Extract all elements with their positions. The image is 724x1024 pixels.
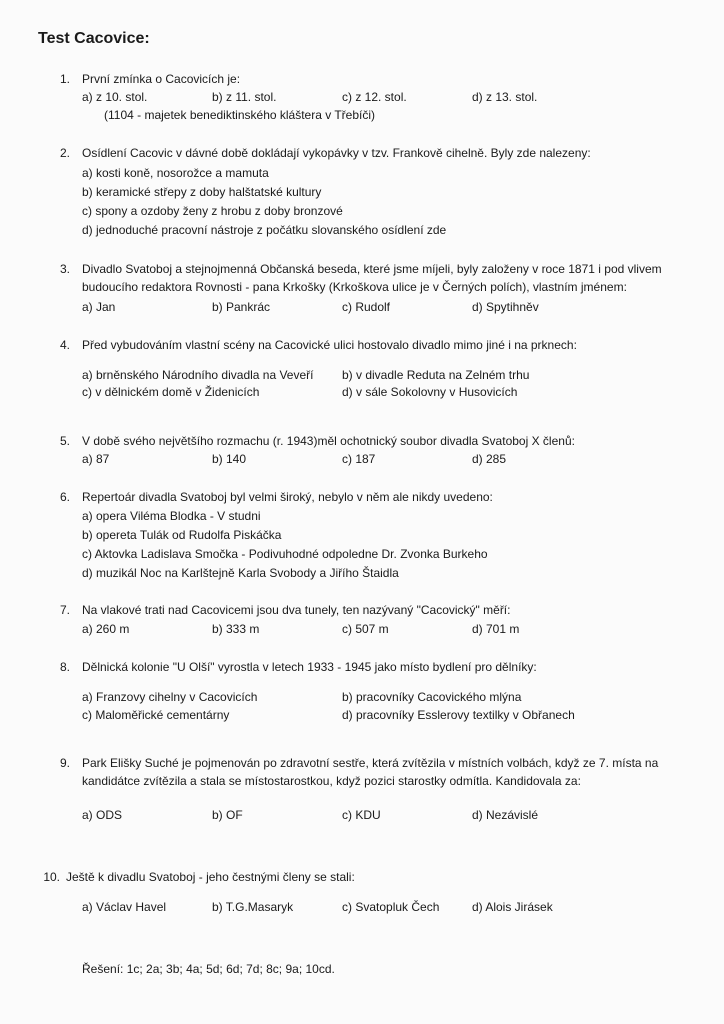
answer-option: c) 507 m: [342, 622, 389, 636]
question-number: 8.: [59, 660, 70, 674]
answer-option: b) OF: [212, 808, 243, 822]
answer-option: d) Nezávislé: [472, 808, 539, 822]
question-text: Repertoár divadla Svatoboj byl velmi široký, nebylo v něm ale nikdy uvedeno:: [82, 490, 493, 504]
page-title: Test Cacovice:: [38, 30, 150, 47]
answer-option: c) z 12. stol.: [342, 90, 407, 104]
answer-option: b) opereta Tulák od Rudolfa Piskáčka: [82, 528, 282, 542]
question-number: 5.: [59, 434, 70, 448]
question-note: (1104 - majetek benediktinského kláštera v Třebíči): [104, 108, 376, 122]
question-text: Park Elišky Suché je pojmenován po zdravotní sestře, která zvítězila v místních volbách, když ze 7. místa na: [82, 756, 659, 770]
question-number: 7.: [59, 603, 70, 617]
answer-option: d) Spytihněv: [472, 300, 539, 314]
answer-option: d) Alois Jirásek: [472, 900, 553, 914]
answer-option: d) z 13. stol.: [472, 90, 538, 104]
answer-option: a) opera Viléma Blodka - V studni: [82, 509, 261, 523]
question-number: 10.: [43, 870, 60, 884]
answer-option: a) ODS: [82, 808, 123, 822]
answer-option: d) 701 m: [472, 622, 520, 636]
answer-option: a) brněnského Národního divadla na Veveří: [82, 368, 314, 382]
answer-option: c) Aktovka Ladislava Smočka - Podivuhodné odpoledne Dr. Zvonka Burkeho: [82, 547, 488, 561]
question-text-continued: kandidátce zvítězila a stala se místostarostkou, když pozici starostky odmítla. Kandidovala za:: [82, 774, 581, 788]
question-number: 1.: [59, 72, 70, 86]
answer-option: a) 260 m: [82, 622, 130, 636]
answer-option: b) Pankrác: [212, 300, 271, 314]
answer-option: b) z 11. stol.: [212, 90, 277, 104]
answer-option: c) Maloměřické cementárny: [82, 708, 230, 722]
answer-option: b) pracovníky Cacovického mlýna: [342, 690, 522, 704]
question-text: V době svého největšího rozmachu (r. 1943)měl ochotnický soubor divadla Svatoboj X členů:: [82, 434, 575, 448]
answer-option: d) muzikál Noc na Karlštejně Karla Svobody a Jiřího Štaidla: [82, 566, 399, 580]
answer-option: a) Jan: [82, 300, 116, 314]
answer-option: a) Franzovy cihelny v Cacovicích: [82, 690, 258, 704]
answer-option: d) jednoduché pracovní nástroje z počátku slovanského osídlení zde: [82, 223, 447, 237]
question-text: Na vlakové trati nad Cacovicemi jsou dva tunely, ten nazývaný "Cacovický" měří:: [82, 603, 511, 617]
answer-option: c) Svatopluk Čech: [342, 900, 440, 914]
question-number: 9.: [59, 756, 70, 770]
answer-option: c) KDU: [342, 808, 381, 822]
answer-option: b) 140: [212, 452, 247, 466]
answer-option: d) 285: [472, 452, 507, 466]
question-text: První zmínka o Cacovicích je:: [82, 72, 241, 86]
question-text: Před vybudováním vlastní scény na Cacovické ulici hostovalo divadlo mimo jiné i na prknech:: [82, 338, 577, 352]
question-number: 3.: [59, 262, 70, 276]
question-text: Divadlo Svatoboj a stejnojmenná Občanská beseda, které jsme míjeli, byly založeny v roce 1871 i pod vlivem: [82, 262, 662, 276]
question-text: Osídlení Cacovic v dávné době dokládají vykopávky v tzv. Frankově cihelně. Byly zde nalezeny:: [82, 146, 591, 160]
answer-option: a) Václav Havel: [82, 900, 167, 914]
answer-option: b) 333 m: [212, 622, 260, 636]
answer-option: c) spony a ozdoby ženy z hrobu z doby bronzové: [82, 204, 343, 218]
answer-option: b) v divadle Reduta na Zelném trhu: [342, 368, 530, 382]
answer-option: a) kosti koně, nosorožce a mamuta: [82, 166, 269, 180]
answer-option: c) Rudolf: [342, 300, 391, 314]
answer-option: c) 187: [342, 452, 376, 466]
question-number: 2.: [59, 146, 70, 160]
answer-option: c) v dělnickém domě v Židenicích: [82, 385, 260, 399]
answer-option: a) 87: [82, 452, 110, 466]
answer-option: b) keramické střepy z doby halštatské kultury: [82, 185, 322, 199]
answer-option: a) z 10. stol.: [82, 90, 148, 104]
solution-key: Řešení: 1c; 2a; 3b; 4a; 5d; 6d; 7d; 8c; 9a; 10cd.: [82, 962, 335, 976]
question-number: 6.: [59, 490, 70, 504]
answer-option: b) T.G.Masaryk: [212, 900, 294, 914]
question-text: Ještě k divadlu Svatoboj - jeho čestnými členy se stali:: [66, 870, 355, 884]
question-text: Dělnická kolonie "U Olší" vyrostla v letech 1933 - 1945 jako místo bydlení pro dělníky:: [82, 660, 537, 674]
question-text-continued: budoucího redaktora Rovnosti - pana Krkošky (Krkoškova ulice je v Černých polích), vlastním jménem:: [82, 280, 627, 294]
question-number: 4.: [59, 338, 70, 352]
answer-option: d) pracovníky Esslerovy textilky v Obřanech: [342, 708, 575, 722]
answer-option: d) v sále Sokolovny v Husovicích: [342, 385, 518, 399]
